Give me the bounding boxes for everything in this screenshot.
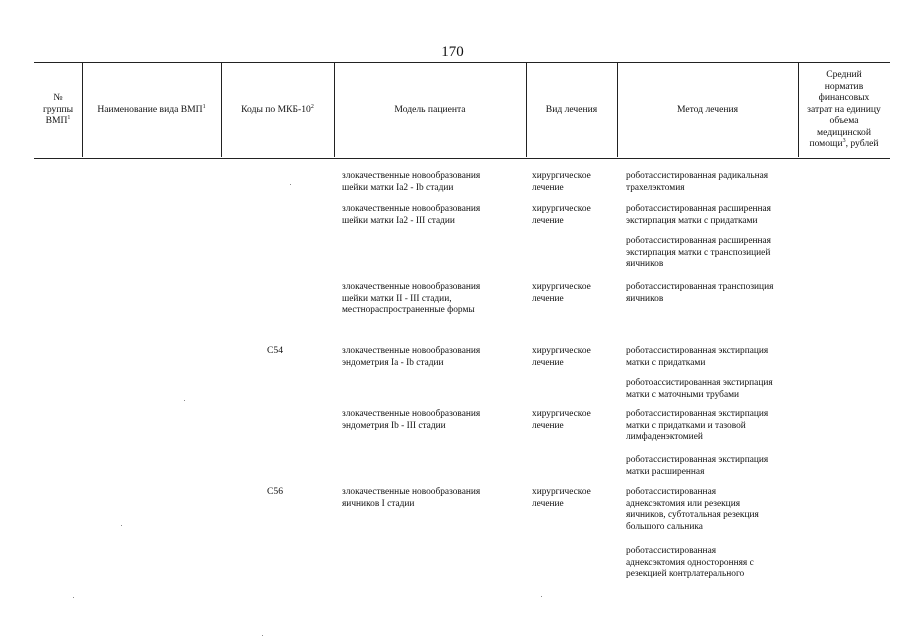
header-text: норматив: [824, 80, 864, 92]
header-treatment-method: [617, 62, 798, 157]
icd-code: C54: [267, 345, 283, 356]
header-vmp-name: [82, 62, 221, 157]
header-group-number: [34, 62, 82, 157]
treatment-method: роботоассистированная экстирпация матки с маточными трубами: [626, 378, 773, 400]
header-text: группы: [42, 103, 74, 115]
header-text: затрат на единицу: [807, 103, 881, 115]
patient-model: злокачественные новообразования шейки матки II - III стадии, местнораспространенные формы: [342, 282, 481, 315]
header-icd-codes: [221, 62, 334, 157]
treatment-method: роботассистированная расширенная экстирпация матки с придатками: [626, 204, 771, 226]
icd-code: C56: [267, 486, 283, 497]
header-text: помощи$^3$, рублей: [809, 138, 879, 150]
treatment-type: хирургическое лечение: [532, 487, 591, 509]
treatment-method: роботассистированная транспозиция яичников: [626, 282, 774, 304]
header-patient-model: [334, 62, 526, 157]
header-text: Вид лечения: [545, 103, 598, 115]
header-average-cost: [798, 62, 890, 157]
patient-model: злокачественные новообразования шейки матки Ia2 - III стадии: [342, 204, 481, 226]
treatment-type: хирургическое лечение: [532, 171, 591, 193]
header-text: объема: [829, 115, 859, 127]
treatment-method: роботассистированная расширенная экстирпация матки с транспозицией яичников: [626, 236, 771, 269]
treatment-type: хирургическое лечение: [532, 282, 591, 304]
treatment-method: роботассистированная экстирпация матки с придатками и тазовой лимфаденэктомией: [626, 409, 769, 442]
treatment-method: роботассистированная экстирпация матки с придатками: [626, 346, 769, 368]
scan-speck: [290, 184, 291, 185]
header-text: №: [53, 92, 63, 104]
scan-speck: [541, 596, 542, 597]
header-text: ВМП$^1$: [45, 115, 71, 127]
treatment-method: роботассистированная радикальная трахелэктомия: [626, 171, 769, 193]
patient-model: злокачественные новообразования яичников I стадии: [342, 487, 481, 509]
header-text: Коды по МКБ-$10^2$: [241, 103, 314, 115]
treatment-type: хирургическое лечение: [532, 409, 591, 431]
patient-model: злокачественные новообразования эндометрия Ia - Ib стадии: [342, 346, 481, 368]
header-text: Метод лечения: [676, 103, 739, 115]
scan-speck: [121, 525, 122, 526]
patient-model: злокачественные новообразования эндометрия Ib - III стадии: [342, 409, 481, 431]
header-text: Модель пациента: [394, 103, 466, 115]
scan-speck: [184, 400, 185, 401]
treatment-method: роботассистированная экстирпация матки расширенная: [626, 455, 769, 477]
treatment-method: роботассистированная аднексэктомия односторонняя с резекцией контрлатерального: [626, 546, 754, 579]
header-text: Наименование вида ВМП$^1$: [97, 103, 206, 115]
scan-speck: [262, 635, 263, 636]
page-number: 170: [441, 44, 464, 60]
header-treatment-type: [526, 62, 617, 157]
treatment-type: хирургическое лечение: [532, 204, 591, 226]
scan-speck: [73, 597, 74, 598]
treatment-method: роботассистированная аднексэктомия или резекция яичников, субтотальная резекция большого сальника: [626, 487, 759, 532]
header-text: Средний: [826, 69, 862, 81]
header-text: финансовых: [818, 92, 870, 104]
patient-model: злокачественные новообразования шейки матки Ia2 - Ib стадии: [342, 171, 481, 193]
treatment-type: хирургическое лечение: [532, 346, 591, 368]
header-text: медицинской: [817, 126, 871, 138]
